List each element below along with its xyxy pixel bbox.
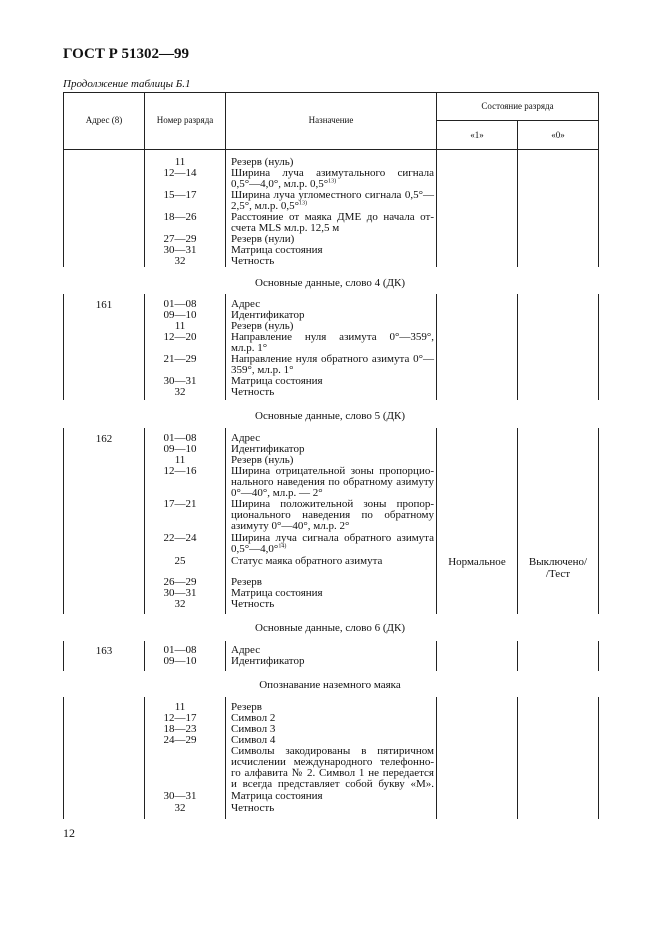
footnote-ref: 13) — [328, 178, 337, 185]
bit-description: 0,5°—4,0°, мл.р. 0,5°$^{13)}$ — [231, 178, 337, 190]
bit-range: 12—20 — [163, 331, 197, 343]
column-divider — [598, 697, 599, 819]
bit-range: 30—31 — [163, 375, 197, 387]
bit-description: Идентификатор — [231, 309, 305, 321]
bit-range: 30—31 — [163, 587, 197, 599]
bit-range: 11 — [174, 156, 186, 168]
column-divider — [144, 641, 145, 671]
bit-range: 18—23 — [163, 723, 197, 735]
bit-range: 01—08 — [163, 644, 197, 656]
column-divider — [517, 150, 518, 267]
section-heading: Основные данные, слово 4 (ДК) — [255, 277, 405, 289]
bit-description: Ширина отрицательной зоны пропорцио- — [231, 465, 434, 477]
column-divider — [517, 294, 518, 400]
column-divider — [517, 641, 518, 671]
bit-description: счета MLS мл.р. 12,5 м — [231, 222, 340, 234]
address-value: 161 — [95, 299, 113, 311]
column-divider — [436, 428, 437, 614]
bit-description: Резерв — [231, 576, 262, 588]
bit-range: 17—21 — [163, 498, 197, 510]
bit-description: Ширина луча азимутального сигнала — [231, 167, 434, 179]
column-divider — [63, 150, 64, 267]
column-divider — [598, 92, 599, 150]
bit-range: 12—17 — [163, 712, 197, 724]
bit-range: 18—26 — [163, 211, 197, 223]
bit-description: Адрес — [231, 432, 261, 444]
column-divider — [144, 428, 145, 614]
bit-description: мл.р. 1° — [231, 342, 268, 354]
bit-description: Символ 4 — [231, 734, 276, 746]
bit-description: Ширина положительной зоны пропор- — [231, 498, 434, 510]
bit-description: азимуту 0°—40°, мл.р. 2° — [231, 520, 350, 532]
bit-description: Резерв — [231, 701, 262, 713]
bit-range: 12—16 — [163, 465, 197, 477]
bit-description: Матрица состояния — [231, 790, 323, 802]
bit-range: 32 — [174, 802, 186, 814]
column-divider — [225, 641, 226, 671]
column-divider — [63, 697, 64, 819]
document-title: ГОСТ Р 51302—99 — [63, 46, 190, 62]
bit-range: 32 — [174, 598, 186, 610]
bit-description: Ширина луча угломестного сигнала 0,5°— — [231, 189, 434, 201]
bit-description: Резерв (нуль) — [231, 320, 294, 332]
bit-description: 359°, мл.р. 1° — [231, 364, 294, 376]
bit-range: 32 — [174, 386, 186, 398]
column-divider — [598, 294, 599, 400]
bit-range: 09—10 — [163, 309, 197, 321]
column-divider — [598, 641, 599, 671]
column-divider — [598, 428, 599, 614]
bit-description: Матрица состояния — [231, 375, 323, 387]
bit-description: нального наведения по обратному азимуту — [231, 476, 434, 488]
bit-description: Резерв (нуль) — [231, 454, 294, 466]
bit-range: 12—14 — [163, 167, 197, 179]
bit-range: 15—17 — [163, 189, 197, 201]
column-divider — [225, 428, 226, 614]
state-one-value: Нормальное — [448, 556, 506, 568]
column-divider — [144, 697, 145, 819]
bit-description: 0,5°—4,0°$^{14)}$ — [231, 543, 287, 555]
bit-range: 32 — [174, 255, 186, 267]
column-divider — [517, 697, 518, 819]
bit-description: Направление нуля азимута 0°—359°, — [231, 331, 434, 343]
bit-description: Четность — [231, 386, 275, 398]
column-divider — [225, 150, 226, 267]
column-divider — [225, 294, 226, 400]
footnote-ref: 13) — [299, 200, 307, 207]
bit-range: 26—29 — [163, 576, 197, 588]
column-divider — [436, 150, 437, 267]
column-divider — [436, 294, 437, 400]
bit-description: 0°—40°, мл.р. — 2° — [231, 487, 323, 499]
column-header-bit-number: Номер разряда — [156, 115, 214, 125]
column-divider — [436, 641, 437, 671]
bit-range: 11 — [174, 320, 186, 332]
bit-description: Адрес — [231, 298, 261, 310]
address-value: 163 — [95, 645, 113, 657]
column-divider — [225, 697, 226, 819]
bit-description: Резерв (нули) — [231, 233, 295, 245]
section-heading: Опознавание наземного маяка — [259, 679, 401, 691]
bit-range: 01—08 — [163, 432, 197, 444]
page-number: 12 — [63, 826, 75, 840]
bit-description: Направление нуля обратного азимута 0°— — [231, 353, 434, 365]
bit-description: Статус маяка обратного азимута — [231, 555, 383, 567]
bit-range: 24—29 — [163, 734, 197, 746]
bit-description: Расстояние от маяка ДМЕ до начала от- — [231, 211, 434, 223]
bit-description: и всегда представляет собой букву «М». — [231, 778, 434, 790]
bit-range: 11 — [174, 701, 186, 713]
bit-description: 2,5°, мл.р. 0,5°$^{13)}$ — [231, 200, 307, 212]
bit-range: 11 — [174, 454, 186, 466]
bit-description: Символ 3 — [231, 723, 276, 735]
bit-description: Четность — [231, 802, 275, 814]
column-header-state: Состояние разряда — [481, 101, 554, 111]
column-divider — [144, 294, 145, 400]
bit-description: Символ 2 — [231, 712, 276, 724]
bit-range: 09—10 — [163, 443, 197, 455]
state-zero-value-line1: Выключено/ — [528, 556, 588, 568]
bit-range: 30—31 — [163, 790, 197, 802]
column-divider — [436, 697, 437, 819]
bit-description: Матрица состояния — [231, 587, 323, 599]
bit-description: Ширина луча сигнала обратного азимута — [231, 532, 434, 544]
footnote-ref: 14) — [278, 543, 287, 550]
bit-description: го алфавита № 2. Символ 1 не передается — [231, 767, 434, 779]
bit-range: 22—24 — [163, 532, 197, 544]
column-header-state-zero: «0» — [551, 130, 565, 140]
bit-range: 27—29 — [163, 233, 197, 245]
bit-description: исчислении международного телефонно- — [231, 756, 434, 768]
bit-description: Символы закодированы в пятиричном — [231, 745, 434, 757]
bit-range: 25 — [174, 555, 186, 567]
column-divider — [144, 150, 145, 267]
column-header-address: Адрес (8) — [85, 115, 123, 125]
bit-description: Идентификатор — [231, 655, 305, 667]
column-divider — [598, 150, 599, 267]
bit-description: Резерв (нуль) — [231, 156, 294, 168]
column-divider — [517, 428, 518, 614]
bit-description: Матрица состояния — [231, 244, 323, 256]
bit-description: ционального наведения по обратному — [231, 509, 434, 521]
column-header-state-one: «1» — [470, 130, 484, 140]
section-heading: Основные данные, слово 6 (ДК) — [255, 622, 405, 634]
state-zero-value-line2: /Тест — [545, 568, 571, 580]
bit-range: 30—31 — [163, 244, 197, 256]
column-divider — [63, 428, 64, 614]
table-continuation-caption: Продолжение таблицы Б.1 — [63, 78, 191, 90]
bit-description: Идентификатор — [231, 443, 305, 455]
bit-description: Четность — [231, 255, 275, 267]
section-heading: Основные данные, слово 5 (ДК) — [255, 410, 405, 422]
column-header-purpose: Назначение — [308, 115, 354, 125]
bit-range: 01—08 — [163, 298, 197, 310]
address-value: 162 — [95, 433, 113, 445]
bit-description: Четность — [231, 598, 275, 610]
bit-range: 21—29 — [163, 353, 197, 365]
bit-range: 09—10 — [163, 655, 197, 667]
bit-description: Адрес — [231, 644, 261, 656]
